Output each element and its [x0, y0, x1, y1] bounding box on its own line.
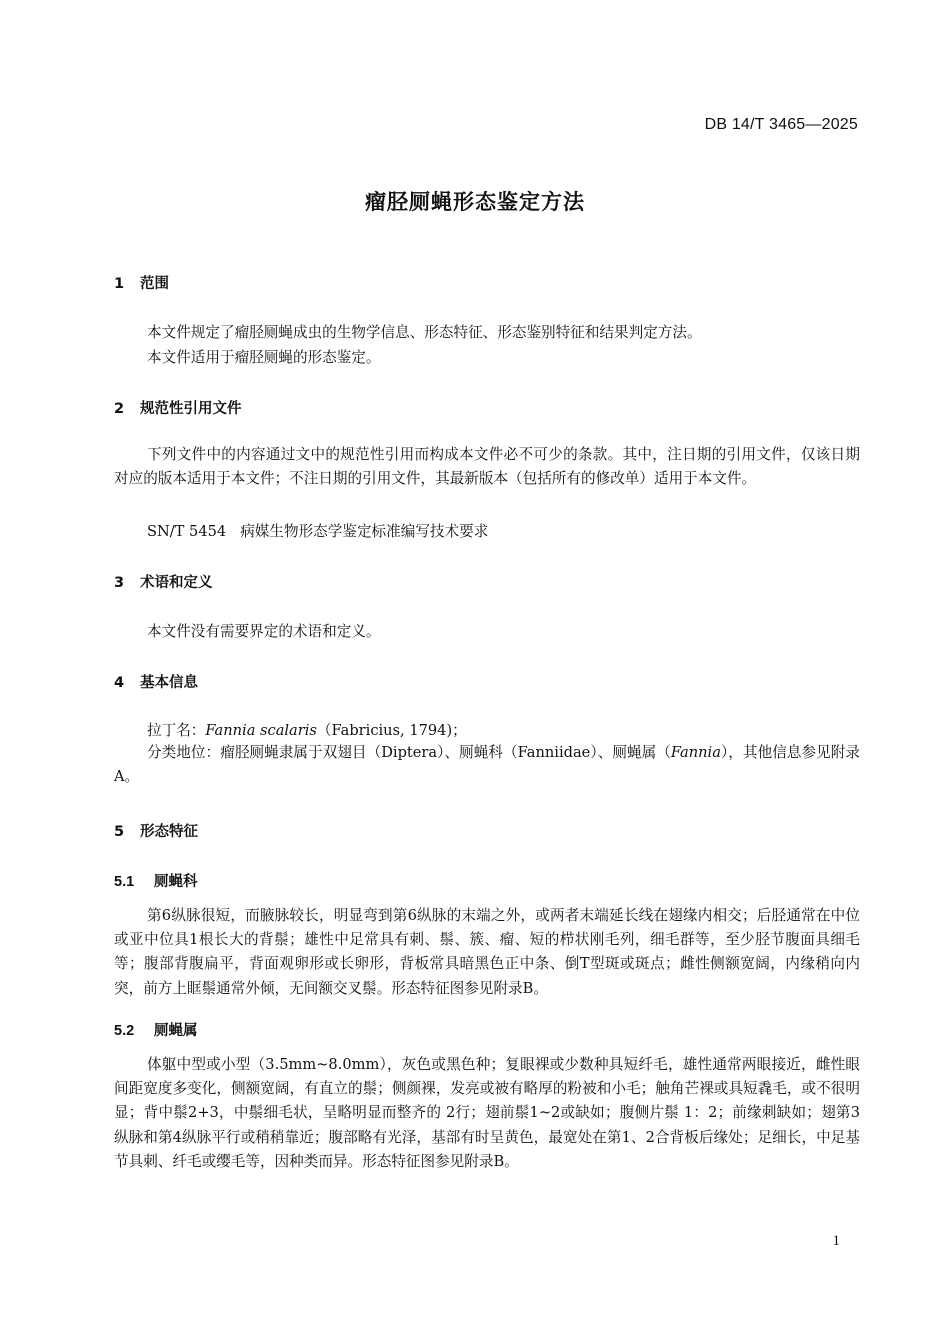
subsection-number: 5.1	[114, 874, 135, 890]
reference-title: 病媒生物形态学鉴定标准编写技术要求	[240, 523, 489, 540]
section-number: 5	[114, 824, 125, 840]
subsection-number: 5.2	[114, 1023, 135, 1039]
section-title: 术语和定义	[140, 575, 213, 591]
section-2-paragraph: 下列文件中的内容通过文中的规范性引用而构成本文件必不可少的条款。其中，注日期的引用文件，仅该日期对应的版本适用于本文件；不注日期的引用文件，其最新版本（包括所有的修改单）适用于本文件。	[114, 446, 860, 488]
section-2-heading	[114, 397, 242, 418]
latin-label: 拉丁名：	[147, 722, 206, 739]
taxonomy-paragraph	[114, 741, 860, 789]
section-number: 2	[114, 401, 125, 417]
normative-reference	[147, 520, 488, 541]
section-1-paragraph-2: 本文件适用于瘤胫厕蝇的形态鉴定。	[147, 349, 381, 366]
reference-code: SN/T 5454	[147, 523, 227, 540]
latin-name-line	[147, 719, 467, 740]
page-number: 1	[832, 1233, 840, 1249]
section-number: 4	[114, 675, 125, 691]
section-title: 基本信息	[140, 675, 198, 691]
latin-author: （Fabricius, 1794)；	[316, 722, 467, 739]
genus-name: Fannia	[670, 744, 721, 761]
section-title: 形态特征	[140, 824, 198, 840]
taxonomy-text-b: ），其他信息参见附录A。	[114, 744, 860, 786]
section-3-paragraph: 本文件没有需要界定的术语和定义。	[147, 623, 381, 640]
section-title: 范围	[140, 276, 169, 292]
section-number: 3	[114, 575, 125, 591]
subsection-5-2-heading	[114, 1019, 198, 1040]
section-number: 1	[114, 276, 125, 292]
subsection-5-1-paragraph: 第6纵脉很短，而腋脉较长，明显弯到第6纵脉的末端之外，或两者末端延长线在翅缘内相交；后胫通常在中位或亚中位具1根长大的背鬃；雄性中足常具有刺、鬃、簇、瘤、短的栉状刚毛列，细毛群等，至少胫节腹面具细毛等；腹部背腹扁平，背面观卵形或长卵形，背板常具暗黑色正中条、倒T型斑或斑点；雌性侧额宽阔，内缘稍向内突，前方上眶鬃通常外倾，无间额交叉鬃。形态特征图参见附录B。	[114, 907, 860, 997]
subsection-5-2-paragraph: 体躯中型或小型（3.5mm~8.0mm），灰色或黑色种；复眼裸或少数种具短纤毛，雄性通常两眼接近，雌性眼间距宽度多变化，侧额宽阔，有直立的鬃；侧颜裸，发亮或被有略厚的粉被和小毛；触角芒裸或具短毳毛，或不很明显；背中鬃2+3，中鬃细毛状，呈略明显而整齐的 2行；翅前鬃1~2或缺如；腹侧片鬃 1：2；前缘刺缺如；翅第3纵脉和第4纵脉平行或稍稍靠近；腹部略有光泽，基部有时呈黄色，最宽处在第1、2合背板后缘处；足细长，中足基节具刺、纤毛或缨毛等，因种类而异。形态特征图参见附录B。	[114, 1056, 860, 1170]
subsection-title: 厕蝇科	[154, 874, 198, 890]
section-1-paragraph-1: 本文件规定了瘤胫厕蝇成虫的生物学信息、形态特征、形态鉴别特征和结果判定方法。	[147, 324, 702, 341]
section-1-heading	[114, 272, 169, 293]
document-title: 瘤胫厕蝇形态鉴定方法	[365, 190, 585, 214]
section-5-heading	[114, 820, 198, 841]
subsection-title: 厕蝇属	[154, 1023, 198, 1039]
section-title: 规范性引用文件	[140, 401, 242, 417]
section-3-heading	[114, 571, 213, 592]
section-4-heading	[114, 671, 198, 692]
latin-name: Fannia scalaris	[205, 722, 317, 739]
subsection-5-1-heading	[114, 870, 198, 891]
taxonomy-text-a: 分类地位：瘤胫厕蝇隶属于双翅目（Diptera）、厕蝇科（Fanniidae）、厕蝇属（	[147, 744, 671, 761]
standard-number: DB 14/T 3465—2025	[704, 116, 858, 133]
